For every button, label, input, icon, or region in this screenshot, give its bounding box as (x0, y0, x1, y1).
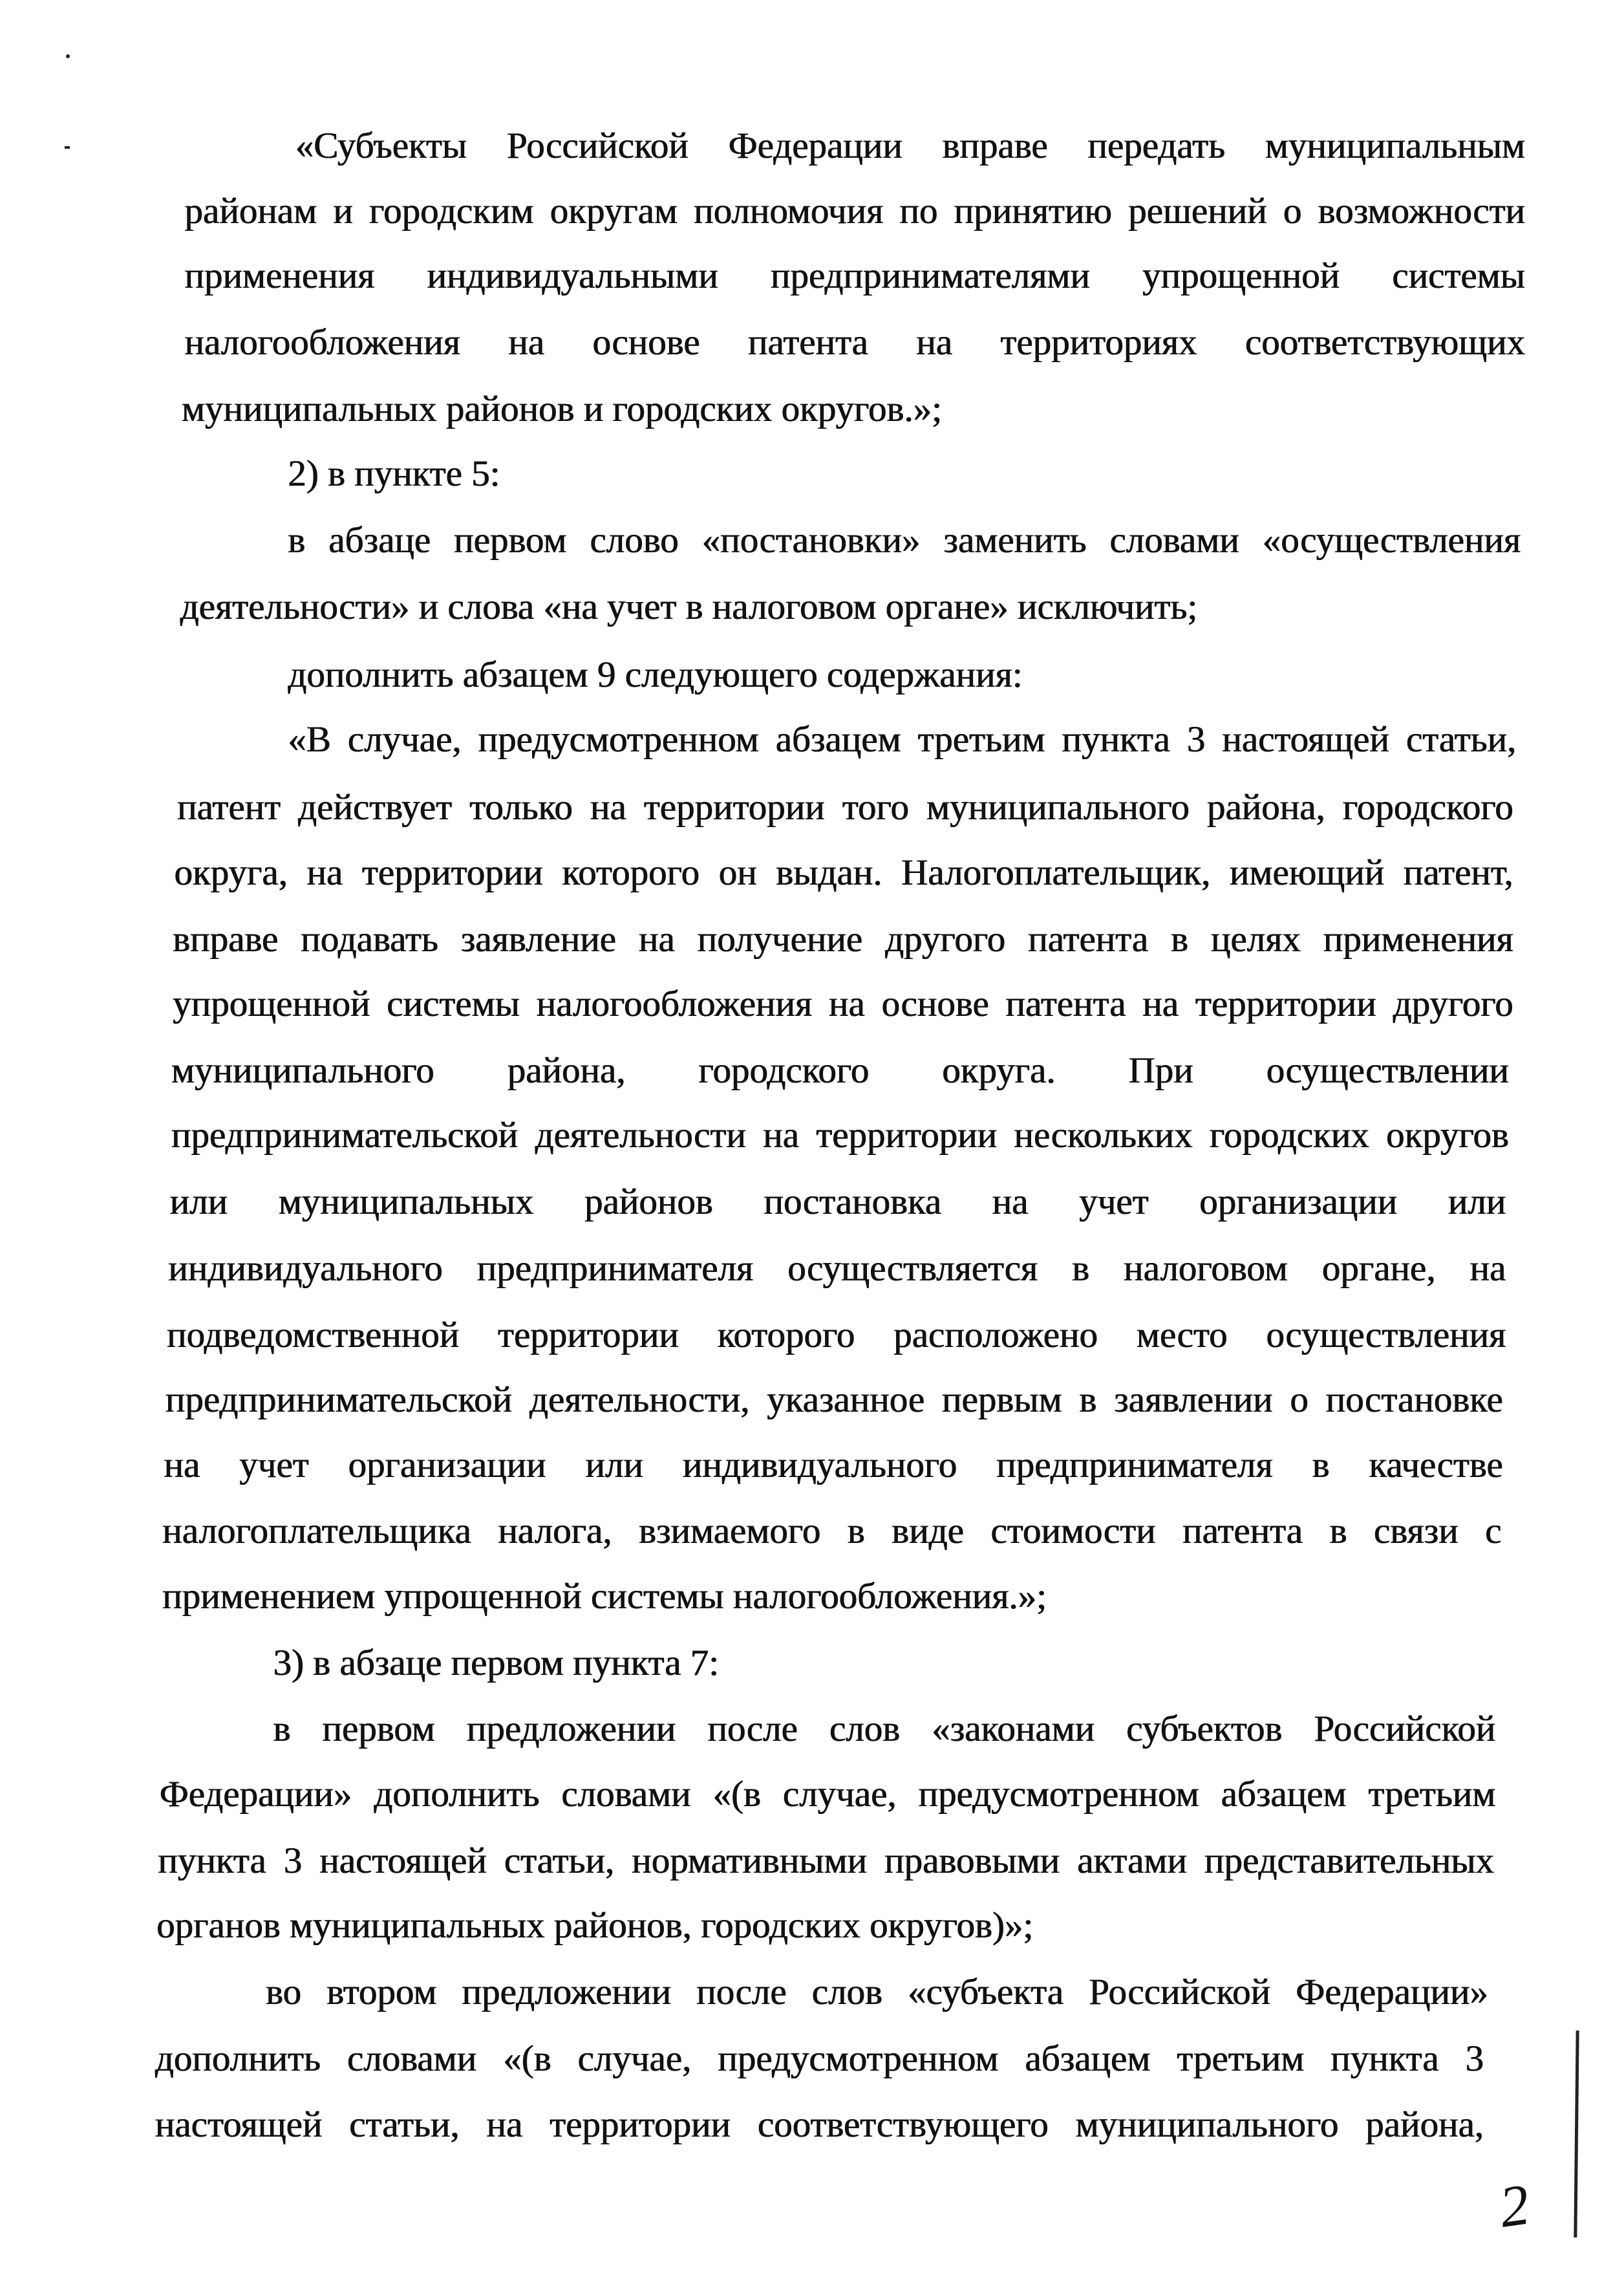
text-line: 3) в абзаце первом пункта 7: (273, 1642, 720, 1683)
text-line: упрощенной системы налогообложения на основе патента на территории другого (173, 984, 1513, 1025)
handwritten-page-number: 2 (1495, 2172, 1533, 2240)
scan-speck (66, 54, 70, 58)
text-line: дополнить абзацем 9 следующего содержания: (288, 654, 1023, 695)
text-line: патент действует только на территории того муниципального района, городского (177, 787, 1513, 828)
scan-speck (65, 146, 70, 149)
text-line: «Субъекты Российской Федерации вправе передать муниципальным (295, 125, 1525, 167)
text-line: вправе подавать заявление на получение другого патента в целях применения (173, 918, 1513, 960)
text-line: Федерации» дополнить словами «(в случае, предусмотренном абзацем третьим (159, 1773, 1496, 1815)
text-line: деятельности» и слова «на учет в налоговом органе» исключить; (180, 586, 1198, 627)
text-line: в абзаце первом слово «постановки» заменить словами «осуществления (288, 520, 1521, 561)
text-line: настоящей статьи, на территории соответствующего муниципального района, (155, 2104, 1484, 2146)
text-line: налогоплательщика налога, взимаемого в виде стоимости патента в связи с (162, 1511, 1502, 1552)
text-line: предпринимательской деятельности, указанное первым в заявлении о постановке (165, 1379, 1503, 1421)
text-line: районам и городским округам полномочия по принятию решений о возможности (184, 190, 1525, 232)
text-line: «В случае, предусмотренном абзацем третьим пункта 3 настоящей статьи, (288, 719, 1517, 760)
text-line: пункта 3 настоящей статьи, нормативными правовыми актами представительных (158, 1840, 1495, 1881)
text-line: муниципальных районов и городских округов.»; (181, 388, 942, 429)
text-line: в первом предложении после слов «законами субъектов Российской (273, 1709, 1496, 1750)
margin-line (1574, 2031, 1579, 2237)
text-line: муниципального района, городского округа. При осуществлении (171, 1050, 1509, 1091)
text-line: налогообложения на основе патента на территориях соответствующих (184, 322, 1525, 363)
text-line: округа, на территории которого он выдан. Налогоплательщик, имеющий патент, (174, 852, 1513, 893)
text-line: или муниципальных районов постановка на учет организации или (169, 1181, 1506, 1223)
text-line: предпринимательской деятельности на территории нескольких городских округов (171, 1115, 1509, 1156)
text-line: индивидуального предпринимателя осуществляется в налоговом органе, на (168, 1247, 1506, 1289)
text-line: 2) в пункте 5: (288, 453, 500, 495)
text-line: подведомственной территории которого расположено место осуществления (167, 1314, 1506, 1355)
text-line: во втором предложении после слов «субъекта Российской Федерации» (266, 1971, 1488, 2012)
text-line: органов муниципальных районов, городских округов)»; (156, 1905, 1034, 1946)
text-line: на учет организации или индивидуального предпринимателя в качестве (164, 1444, 1503, 1485)
text-line: применения индивидуальными предпринимателями упрощенной системы (184, 255, 1525, 297)
text-line: применением упрощенной системы налогообложения.»; (162, 1575, 1047, 1617)
text-line: дополнить словами «(в случае, предусмотренном абзацем третьим пункта 3 (155, 2038, 1484, 2079)
